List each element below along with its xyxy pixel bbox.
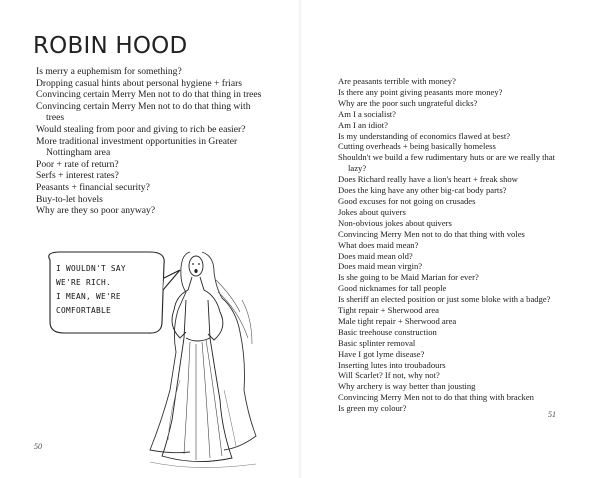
list-item: Poor + rate of return? <box>36 158 119 170</box>
list-item: Will Scarlet? If not, why not? <box>338 370 440 381</box>
list-item: Is green my colour? <box>338 403 407 414</box>
list-item: Does Richard really have a lion's heart + freak show <box>338 174 518 185</box>
list-item: Inserting lutes into troubadours <box>338 359 446 370</box>
list-item: What does maid mean? <box>338 239 419 250</box>
list-item: More traditional investment opportunities in Greater Nottingham area <box>36 135 238 159</box>
list-item: Convincing certain Merry Men not to do that thing in trees <box>36 89 262 101</box>
right-question-list <box>338 76 564 414</box>
list-item: Basic treehouse construction <box>338 326 437 337</box>
list-item: Does maid mean old? <box>338 250 413 261</box>
list-item: Have I got lyme disease? <box>338 348 425 359</box>
list-item: Does maid mean virgin? <box>338 261 423 272</box>
list-item: Serfs + interest rates? <box>36 170 119 182</box>
list-item: Why are they so poor anyway? <box>36 205 156 217</box>
list-item: Is there any point giving peasants more money? <box>338 86 503 97</box>
page-number-left: 50 <box>34 442 42 451</box>
list-item: Peasants + financial security? <box>36 181 150 193</box>
list-item: Am I an idiot? <box>338 119 388 130</box>
list-item: Are peasants terrible with money? <box>338 76 456 86</box>
list-item: Good excuses for not going on crusades <box>338 195 476 206</box>
list-item: Am I a socialist? <box>338 108 396 119</box>
list-item: Would stealing from poor and giving to rich be easier? <box>36 123 246 135</box>
list-item: Basic splinter removal <box>338 337 416 348</box>
list-item: Why are the poor such ungrateful dicks? <box>338 97 478 108</box>
list-item: Good nicknames for tall people <box>338 283 447 294</box>
list-item: Shouldn't we build a few rudimentary huts or are we really that lazy? <box>338 152 556 174</box>
right-page <box>300 0 600 478</box>
list-item: Dropping casual hints about personal hygiene + friars <box>36 77 243 89</box>
list-item: Buy-to-let hovels <box>36 193 103 205</box>
list-item: Convincing Merry Men not to do that thing with voles <box>338 228 525 239</box>
list-item: Cutting overheads + being basically homeless <box>338 141 496 152</box>
list-item: Non-obvious jokes about quivers <box>338 217 452 228</box>
list-item: Jokes about quivers <box>338 206 406 217</box>
list-item: Is she going to be Maid Marian for ever? <box>338 272 479 283</box>
list-item: Convincing Merry Men not to do that thing with bracken <box>338 392 534 403</box>
list-item: Tight repair + Sherwood area <box>338 305 439 316</box>
list-item: Does the king have any other big-cat body parts? <box>338 185 507 196</box>
list-item: Is sheriff an elected position or just some bloke with a badge? <box>338 294 551 305</box>
maid-marian-illustration <box>0 240 300 478</box>
left-question-list <box>36 66 266 217</box>
list-item: Is my understanding of economics flawed at best? <box>338 130 511 141</box>
speech-bubble-text: I WOULDN'T SAY WE'RE RICH. I MEAN, WE'RE COMFORTABLE <box>56 264 126 315</box>
list-item: Male tight repair + Sherwood area <box>338 315 457 326</box>
list-item: Is merry a euphemism for something? <box>36 66 182 77</box>
page-number-right: 51 <box>548 410 556 419</box>
list-item: Convincing certain Merry Men not to do that thing with trees <box>36 100 251 124</box>
page-title: ROBIN HOOD <box>33 33 188 59</box>
list-item: Why archery is way better than jousting <box>338 381 476 392</box>
